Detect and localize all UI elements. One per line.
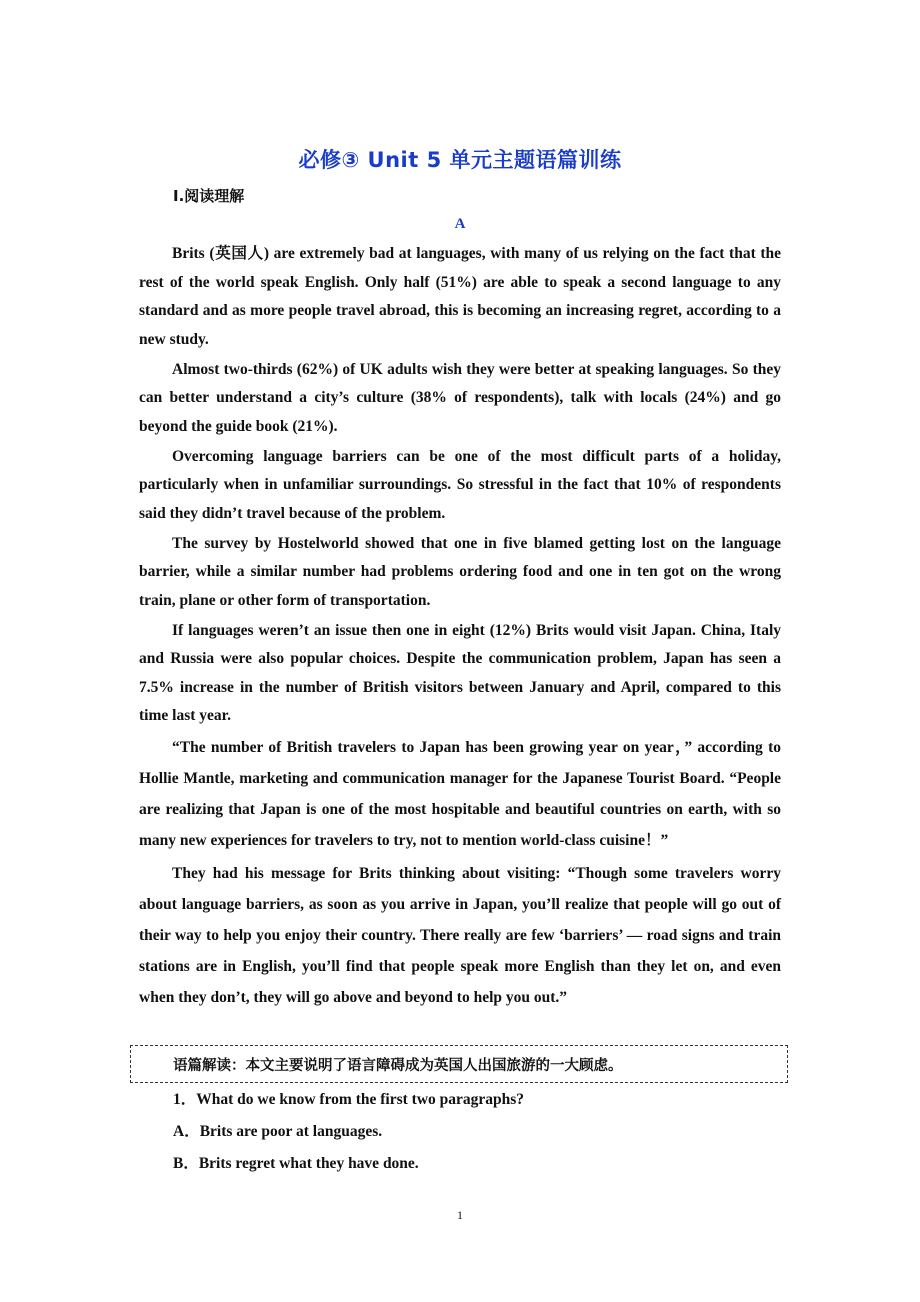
article-paragraph: Almost two-thirds (62%) of UK adults wish they were better at speaking languages. So they can better understand a city’s culture (38% of respondents), talk with locals (24%) and go beyond the guide book (21%).: [139, 360, 781, 435]
question-option-a: A．Brits are poor at languages.: [173, 1123, 383, 1140]
article-body: [139, 240, 781, 1014]
article-paragraph: Overcoming language barriers can be one of the most difficult parts of a holiday, particularly when in unfamiliar surroundings. So stressful in the fact that 10% of respondents said they didn’t travel because of the problem.: [139, 447, 781, 522]
question-option-b: B．Brits regret what they have done.: [173, 1155, 419, 1172]
section-heading: Ⅰ.阅读理解: [173, 187, 245, 205]
page-number: 1: [457, 1208, 463, 1222]
summary-text: 语篇解读：本文主要说明了语言障碍成为英国人出国旅游的一大顾虑。: [173, 1058, 623, 1074]
article-paragraph: “The number of British travelers to Japan has been growing year on year，” according to Hollie Mantle, marketing and communication manager for the Japanese Tourist Board. “People are realizing that Japan is one of the most hospitable and beautiful countries on earth, with so many new experiences for travelers to try, not to mention world-class cuisine！”: [139, 739, 781, 849]
article-paragraph: If languages weren’t an issue then one in eight (12%) Brits would visit Japan. China, Italy and Russia were also popular choices. Despite the communication problem, Japan has seen a 7.5% increase in the number of British visitors between January and April, compared to this time last year.: [139, 621, 781, 724]
question-stem: 1．What do we know from the first two paragraphs?: [173, 1091, 525, 1108]
passage-label: A: [454, 216, 466, 232]
article-paragraph: They had his message for Brits thinking about visiting: “Though some travelers worry about language barriers, as soon as you arrive in Japan, you’ll realize that people will go out of their way to help you enjoy their country. There really are few ‘barriers’ — road signs and train stations are in English, you’ll find that people speak more English than they let on, and even when they don’t, they will go above and beyond to help you out.”: [139, 864, 781, 1006]
article-paragraph: Brits (英国人) are extremely bad at languages, with many of us relying on the fact that the rest of the world speak English. Only half (51%) are able to speak a second language to any standard and as more people travel abroad, this is becoming an increasing regret, according to a new study.: [139, 245, 781, 348]
document-title: 必修③ Unit 5 单元主题语篇训练: [298, 148, 622, 172]
article-paragraph: The survey by Hostelworld showed that one in five blamed getting lost on the language barrier, while a similar number had problems ordering food and one in ten got on the wrong train, plane or other form of transportation.: [139, 534, 781, 609]
summary-box: [130, 1045, 788, 1083]
